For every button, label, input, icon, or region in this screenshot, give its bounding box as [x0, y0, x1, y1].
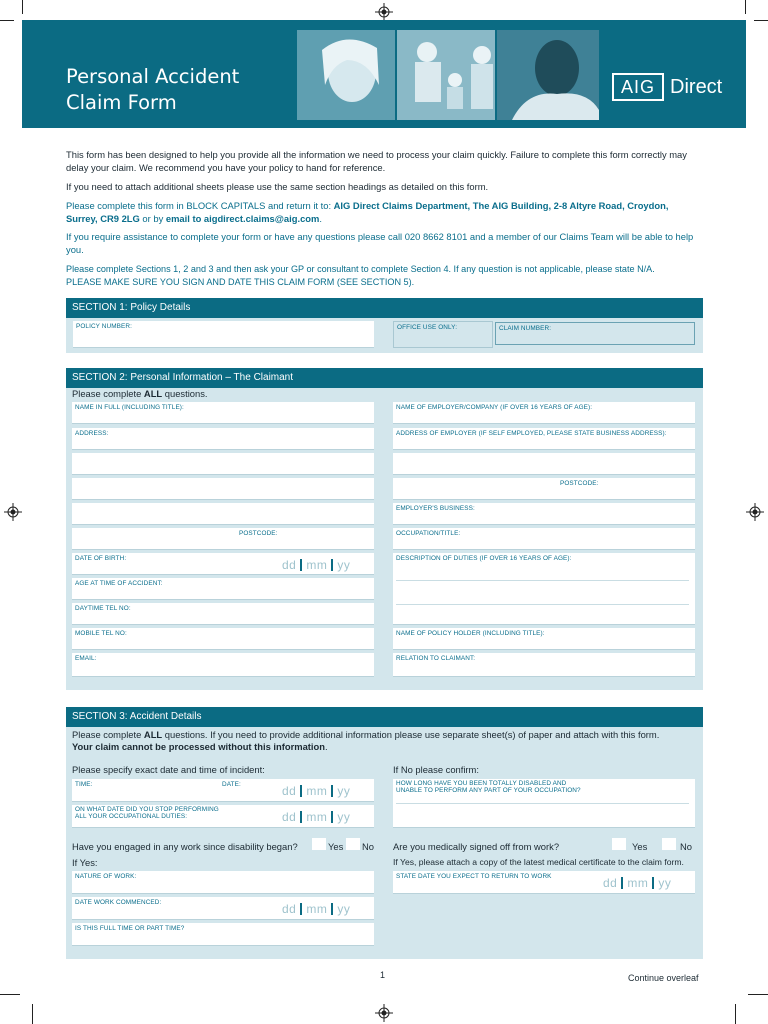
logo-box: AIG: [612, 73, 664, 101]
if-yes-label: If Yes:: [72, 857, 98, 868]
section-2-instruction: Please complete ALL questions.: [72, 388, 208, 399]
page-title: [66, 64, 239, 116]
policy-number-field[interactable]: POLICY NUMBER:: [73, 321, 374, 348]
address-field-line-2[interactable]: [72, 453, 374, 475]
section-3-heading: SECTION 3: Accident Details: [66, 707, 703, 727]
signed-off-yes-checkbox[interactable]: [612, 838, 626, 850]
title-line-1: Personal Accident: [66, 65, 240, 88]
continue-overleaf: Continue overleaf: [628, 973, 699, 983]
registration-mark-icon: [375, 3, 393, 21]
email-field[interactable]: EMAIL:: [72, 653, 374, 677]
office-use-field[interactable]: OFFICE USE ONLY:: [393, 321, 493, 348]
registration-mark-icon: [746, 503, 764, 521]
crop-mark: [22, 0, 23, 14]
mobile-tel-field[interactable]: MOBILE TEL NO:: [72, 628, 374, 650]
stop-duties-date-placeholder: dd mm yy: [282, 810, 351, 824]
claim-number-field[interactable]: CLAIM NUMBER:: [495, 322, 695, 345]
employer-address-field-line-2[interactable]: [393, 453, 695, 475]
section-3-warning: Your claim cannot be processed without this information.: [72, 741, 328, 752]
name-field[interactable]: NAME IN FULL (INCLUDING TITLE):: [72, 402, 374, 424]
work-engaged-yes-checkbox[interactable]: [312, 838, 326, 850]
occupation-field[interactable]: OCCUPATION/TITLE:: [393, 528, 695, 550]
page-number: 1: [380, 970, 386, 980]
stop-duties-date-field[interactable]: ON WHAT DATE DID YOU STOP PERFORMING ALL YOUR OCCUPATIONAL DUTIES: dd mm yy: [72, 805, 374, 828]
crop-mark: [0, 994, 20, 995]
address-field-line-4[interactable]: [72, 503, 374, 525]
work-engaged-no-checkbox[interactable]: [346, 838, 360, 850]
employer-address-field-line-1[interactable]: ADDRESS OF EMPLOYER (IF SELF EMPLOYED, PLEASE STATE BUSINESS ADDRESS):: [393, 428, 695, 450]
intro-paragraph-5: Please complete Sections 1, 2 and 3 and then ask your GP or consultant to complete Section 4. If any question is not applicable, please state N/A. PLEASE MAKE SURE YOU SIGN AND DATE THIS CLAIM FORM (SEE SECTION 5).: [66, 264, 655, 287]
age-at-accident-field[interactable]: AGE AT TIME OF ACCIDENT:: [72, 578, 374, 600]
claims-email-link[interactable]: email to aigdirect.claims@aig.com: [165, 212, 320, 224]
daytime-tel-field[interactable]: DAYTIME TEL NO:: [72, 603, 374, 625]
full-part-time-field[interactable]: IS THIS FULL TIME OR PART TIME?: [72, 923, 374, 946]
incident-time-date-field[interactable]: TIME: DATE: dd mm yy: [72, 779, 374, 802]
nature-of-work-field[interactable]: NATURE OF WORK:: [72, 871, 374, 894]
crop-mark: [0, 20, 14, 21]
section-1-heading: SECTION 1: Policy Details: [66, 298, 703, 318]
signed-off-no-label: No: [680, 841, 692, 852]
header-banner: [22, 20, 746, 128]
signed-off-yes-label: Yes: [632, 841, 648, 852]
date-commenced-placeholder: dd mm yy: [282, 902, 351, 916]
crop-mark: [754, 20, 768, 21]
postcode-field-left[interactable]: POSTCODE:: [72, 528, 374, 550]
address-field-line-3[interactable]: [72, 478, 374, 500]
crop-mark: [745, 0, 746, 14]
section-3-panel: [66, 727, 703, 959]
return-to-work-date-field[interactable]: STATE DATE YOU EXPECT TO RETURN TO WORK dd mm yy: [393, 871, 695, 894]
date-of-birth-field[interactable]: DATE OF BIRTH: dd mm yy: [72, 553, 374, 575]
if-no-label: If No please confirm:: [393, 764, 479, 775]
date-work-commenced-field[interactable]: DATE WORK COMMENCED: dd mm yy: [72, 897, 374, 920]
registration-mark-icon: [4, 503, 22, 521]
crop-mark: [748, 994, 768, 995]
intro-paragraph-4: If you require assistance to complete your form or have any questions please call 020 8662 8101 and a member of our Claims Team will be able to help you.: [66, 231, 694, 255]
work-engaged-no-label: No: [362, 841, 374, 852]
header-photo-collage: [297, 30, 599, 120]
disability-duration-field[interactable]: HOW LONG HAVE YOU BEEN TOTALLY DISABLED AND UNABLE TO PERFORM ANY PART OF YOUR OCCUPATION?: [393, 779, 695, 828]
intro-paragraph-2: If you need to attach additional sheets please use the same section headings as detailed on this form.: [66, 181, 489, 192]
logo-text: Direct: [670, 75, 723, 98]
intro-paragraph-1: This form has been designed to help you provide all the information we need to process your claim quickly. Failure to complete this form correctly may delay your claim. We recommend you have your policy to hand for reference.: [66, 149, 687, 173]
incident-date-placeholder: dd mm yy: [282, 784, 351, 798]
incident-date-prompt: Please specify exact date and time of incident:: [72, 764, 265, 775]
date-of-birth-placeholder: dd mm yy: [282, 558, 351, 572]
address-field-line-1[interactable]: ADDRESS:: [72, 428, 374, 450]
section-3-instruction: Please complete ALL questions. If you need to provide additional information please use separate sheet(s) of paper and attach with this form.: [72, 729, 660, 740]
section-2-panel: [66, 388, 703, 690]
section-1-panel: [66, 318, 703, 353]
duties-field[interactable]: DESCRIPTION OF DUTIES (IF OVER 16 YEARS OF AGE):: [393, 553, 695, 625]
work-engaged-yes-label: Yes: [328, 841, 344, 852]
section-2-heading: SECTION 2: Personal Information – The Claimant: [66, 368, 703, 388]
crop-mark: [32, 1004, 33, 1024]
registration-mark-icon: [375, 1004, 393, 1022]
crop-mark: [735, 1004, 736, 1024]
postcode-field-right[interactable]: POSTCODE:: [393, 478, 695, 500]
return-date-placeholder: dd mm yy: [603, 876, 672, 890]
signed-off-question: Are you medically signed off from work?: [393, 841, 560, 852]
intro-paragraph-3: Please complete this form in BLOCK CAPITALS and return it to: AIG Direct Claims Department, The AIG Building, 2-8 Altyre Road, Croydon, Surrey, CR9 2LG or by email to aigdirect.claims@aig.com.: [66, 200, 669, 224]
title-line-2: Claim Form: [66, 91, 177, 114]
employer-business-field[interactable]: EMPLOYER'S BUSINESS:: [393, 503, 695, 525]
certificate-instruction: If Yes, please attach a copy of the latest medical certificate to the claim form.: [393, 857, 684, 867]
work-engaged-question: Have you engaged in any work since disability began?: [72, 841, 298, 852]
signed-off-no-checkbox[interactable]: [662, 838, 676, 850]
employer-name-field[interactable]: NAME OF EMPLOYER/COMPANY (IF OVER 16 YEARS OF AGE):: [393, 402, 695, 424]
policy-holder-field[interactable]: NAME OF POLICY HOLDER (INCLUDING TITLE):: [393, 628, 695, 650]
aig-direct-logo: [612, 73, 722, 101]
relation-to-claimant-field[interactable]: RELATION TO CLAIMANT:: [393, 653, 695, 677]
